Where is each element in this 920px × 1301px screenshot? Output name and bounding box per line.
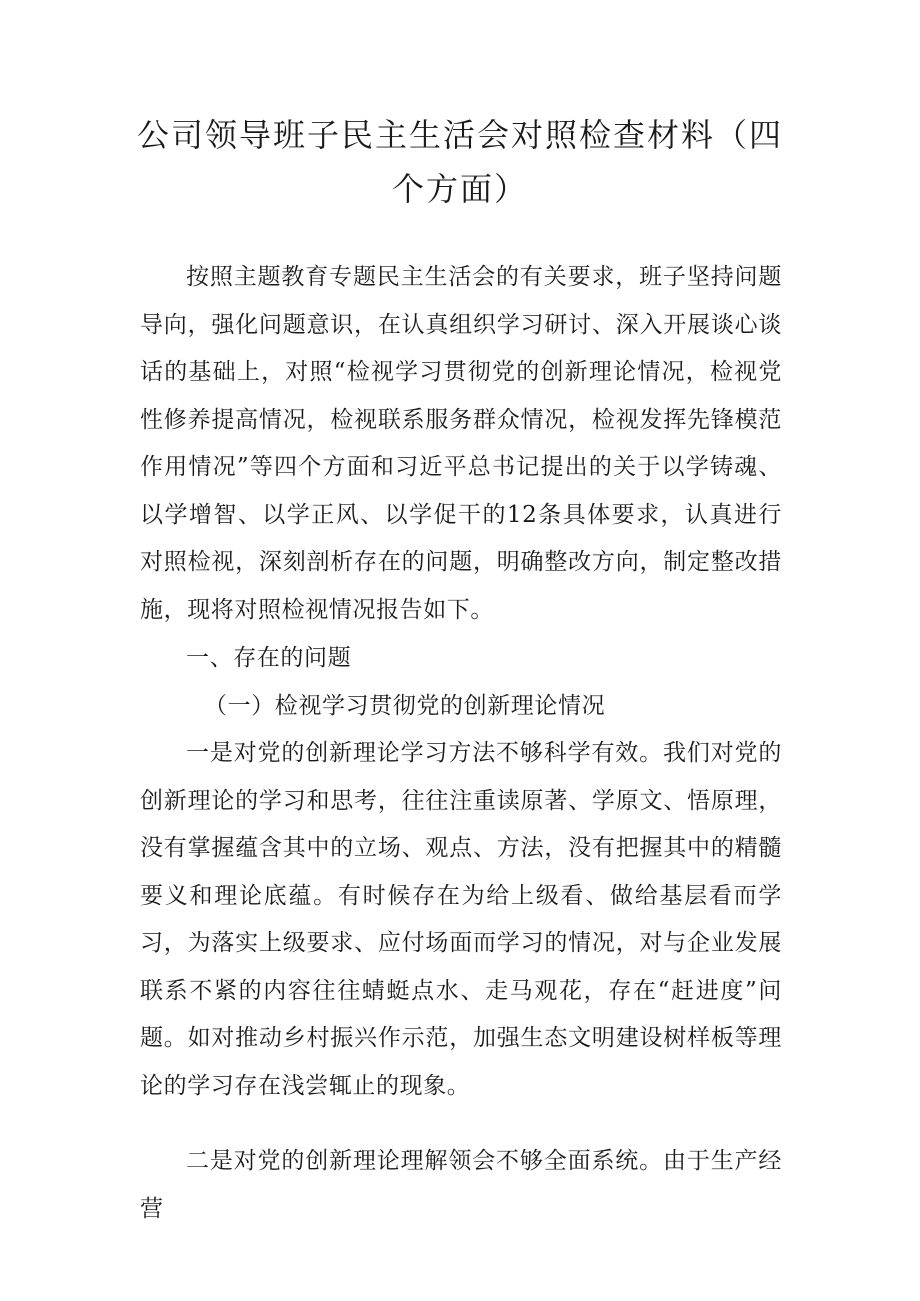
document-title: 公司领导班子民主生活会对照检查材料（四个方面） [136,116,783,208]
subsection-heading-theory: （一）检视学习贯彻党的创新理论情况 [204,693,606,719]
section-heading-problems: 一、存在的问题 [186,645,352,671]
point-one-paragraph: 一是对党的创新理论学习方法不够科学有效。我们对党的创新理论的学习和思考，往往注重读原著、学原文、悟原理，没有掌握蕴含其中的立场、观点、方法，没有把握其中的精髓要义和理论底蕴。有时候存在为给上级看、做给基层看而学习，为落实上级要求、应付场面而学习的情况，对与企业发展联系不紧的内容往往蜻蜓点水、走马观花，存在“赶进度”问题。如对推动乡村振兴作示范，加强生态文明建设树样板等理论的学习存在浅尝辄止的现象。 [140,740,782,1099]
intro-paragraph: 按照主题教育专题民主生活会的有关要求，班子坚持问题导向，强化问题意识，在认真组织学习研讨、深入开展谈心谈话的基础上，对照“检视学习贯彻党的创新理论情况，检视党性修养提高情况，检视联系服务群众情况，检视发挥先锋模范作用情况”等四个方面和习近平总书记提出的关于以学铸魂、以学增智、以学正风、以学促干的12条具体要求，认真进行对照检视，深刻剖析存在的问题，明确整改方向，制定整改措施，现将对照检视情况报告如下。 [140,264,782,623]
point-two-paragraph: 二是对党的创新理论理解领会不够全面系统。由于生产经营 [140,1148,782,1222]
